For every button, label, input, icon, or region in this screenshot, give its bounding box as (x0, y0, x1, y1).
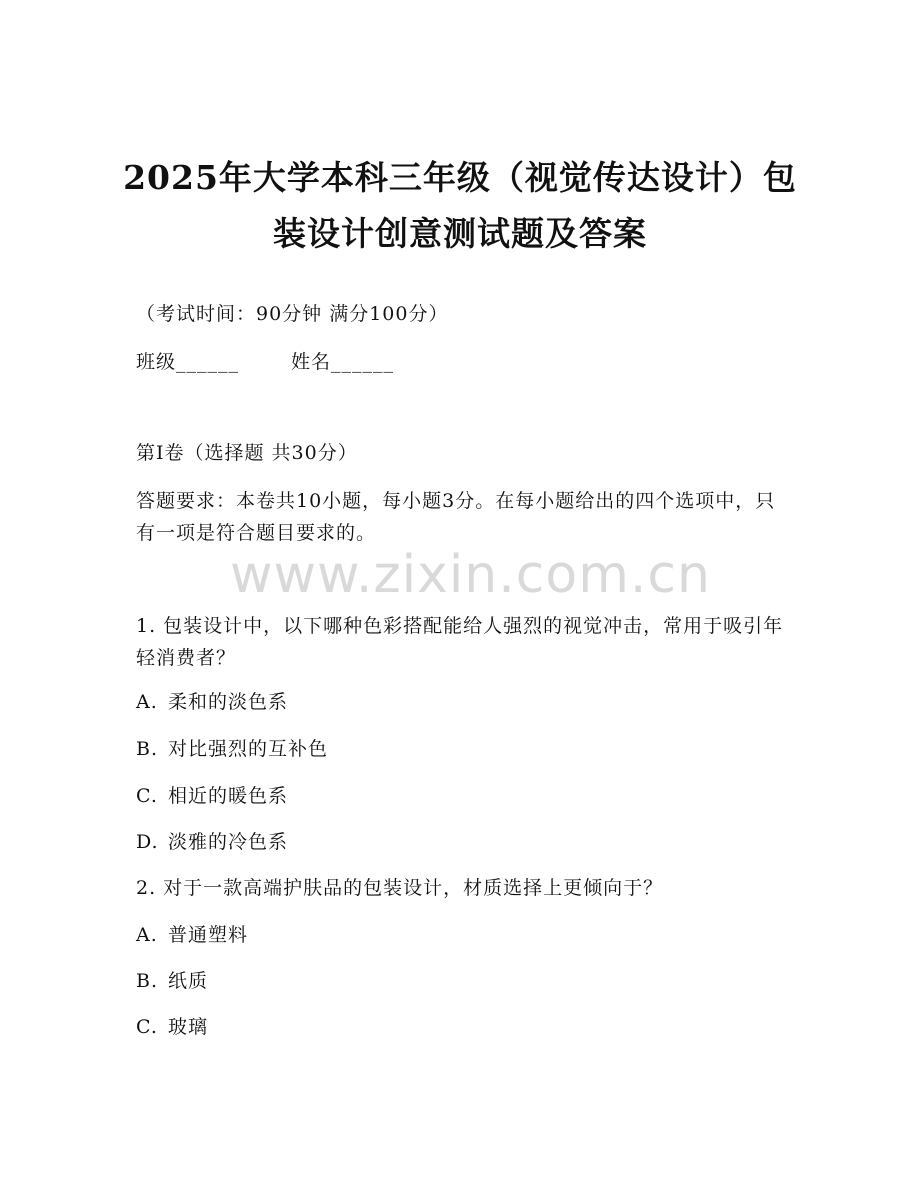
question-2-stem: 2. 对于一款高端护肤品的包装设计，材质选择上更倾向于？ (136, 877, 664, 899)
option-text: 纸质 (168, 970, 209, 992)
question-1-option-b (136, 733, 328, 765)
question-2-option-b (136, 965, 208, 997)
option-text: 普通塑料 (168, 924, 249, 946)
option-letter: B. (136, 738, 159, 760)
option-text: 柔和的淡色系 (168, 691, 289, 713)
student-info (136, 346, 394, 378)
question-1-option-a (136, 686, 288, 718)
question-1-stem: 1. 包装设计中，以下哪种色彩搭配能给人强烈的视觉冲击，常用于吸引年轻消费者？ (136, 615, 784, 669)
question-2-option-c (136, 1011, 208, 1043)
option-letter: C. (136, 785, 158, 807)
option-text: 玻璃 (168, 1016, 209, 1038)
option-letter: A. (136, 691, 158, 713)
document-title: 2025年大学本科三年级（视觉传达设计）包装设计创意测试题及答案 (123, 158, 797, 253)
option-letter: B. (136, 970, 159, 992)
option-text: 对比强烈的互补色 (168, 738, 329, 760)
watermark: www.zixin.com.cn (230, 545, 711, 605)
section-title: 第I卷（选择题 共30分） (136, 442, 358, 464)
instructions: 答题要求：本卷共10小题，每小题3分。在每小题给出的四个选项中，只有一项是符合题目要求的。 (136, 490, 776, 544)
question-2-option-a (136, 919, 248, 951)
question-1-option-c (136, 780, 288, 812)
option-letter: C. (136, 1016, 158, 1038)
option-text: 淡雅的冷色系 (168, 831, 289, 853)
question-1-option-d (136, 826, 288, 858)
option-letter: A. (136, 924, 158, 946)
exam-info: （考试时间：90分钟 满分100分） (136, 303, 449, 325)
option-text: 相近的暖色系 (168, 785, 289, 807)
class-field-label: 班级______ (136, 351, 240, 373)
option-letter: D. (136, 831, 159, 853)
name-field-label: 姓名______ (291, 351, 395, 373)
